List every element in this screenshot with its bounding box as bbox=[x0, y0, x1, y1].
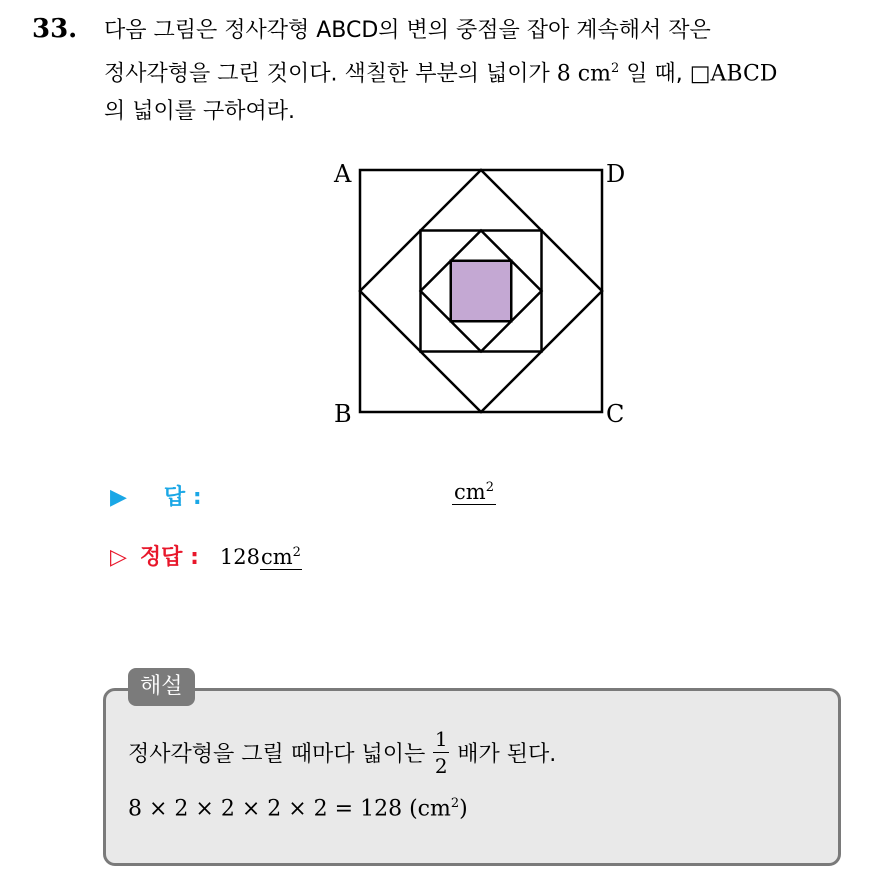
question-text bbox=[104, 12, 874, 131]
solution-box bbox=[103, 688, 841, 866]
answer-unit-exp: 2 bbox=[485, 480, 494, 495]
correct-unit-text: cm bbox=[260, 545, 293, 569]
label-a: A bbox=[334, 160, 352, 188]
question-number: 33. bbox=[32, 14, 78, 44]
correct-arrow-icon: ▷ bbox=[110, 545, 127, 570]
correct-answer-row bbox=[110, 540, 302, 571]
question-area-exp: 2 bbox=[610, 61, 620, 76]
fraction-bar bbox=[433, 752, 449, 753]
answer-row bbox=[110, 480, 530, 512]
answer-unit[interactable] bbox=[452, 480, 496, 505]
solution-equation-exp: 2 bbox=[450, 796, 460, 811]
answer-unit-text: cm bbox=[454, 480, 486, 504]
shaded-square bbox=[451, 261, 512, 322]
solution-line-1 bbox=[128, 728, 556, 777]
correct-unit-exp: 2 bbox=[292, 545, 301, 560]
question-line-2b: 일 때, bbox=[619, 61, 690, 87]
solution-equation-end: ) bbox=[459, 796, 468, 822]
solution-line-1a: 정사각형을 그릴 때마다 넓이는 bbox=[128, 742, 426, 767]
question-area-value: 8 bbox=[556, 61, 571, 87]
question-square-name: □ABCD bbox=[689, 61, 778, 87]
solution-line-1b: 배가 된다. bbox=[457, 742, 557, 767]
answer-label: 답 : bbox=[163, 485, 202, 510]
solution-line-2 bbox=[128, 796, 468, 821]
label-b: B bbox=[334, 400, 352, 428]
label-c: C bbox=[606, 400, 625, 428]
fraction-denominator: 2 bbox=[434, 754, 448, 778]
correct-label: 정답 : bbox=[139, 545, 199, 570]
question-line-2a: 정사각형을 그린 것이다. 색칠한 부분의 넓이가 bbox=[104, 61, 557, 87]
nested-squares-figure bbox=[320, 150, 640, 440]
question-line-2 bbox=[104, 50, 874, 93]
correct-unit bbox=[260, 545, 302, 570]
answer-arrow-icon: ▶ bbox=[110, 485, 127, 510]
correct-value: 128 bbox=[219, 545, 260, 569]
question-area-unit: cm bbox=[577, 61, 611, 87]
question-line-1: 다음 그림은 정사각형 ABCD의 변의 중점을 잡아 계속해서 작은 bbox=[104, 18, 711, 43]
solution-fraction bbox=[433, 728, 449, 777]
solution-equation: 8 × 2 × 2 × 2 × 2 = 128 (cm bbox=[128, 796, 451, 822]
solution-tab: 해설 bbox=[128, 668, 195, 706]
label-d: D bbox=[606, 160, 626, 188]
fraction-numerator: 1 bbox=[434, 727, 448, 751]
question-line-3: 의 넓이를 구하여라. bbox=[104, 99, 295, 125]
